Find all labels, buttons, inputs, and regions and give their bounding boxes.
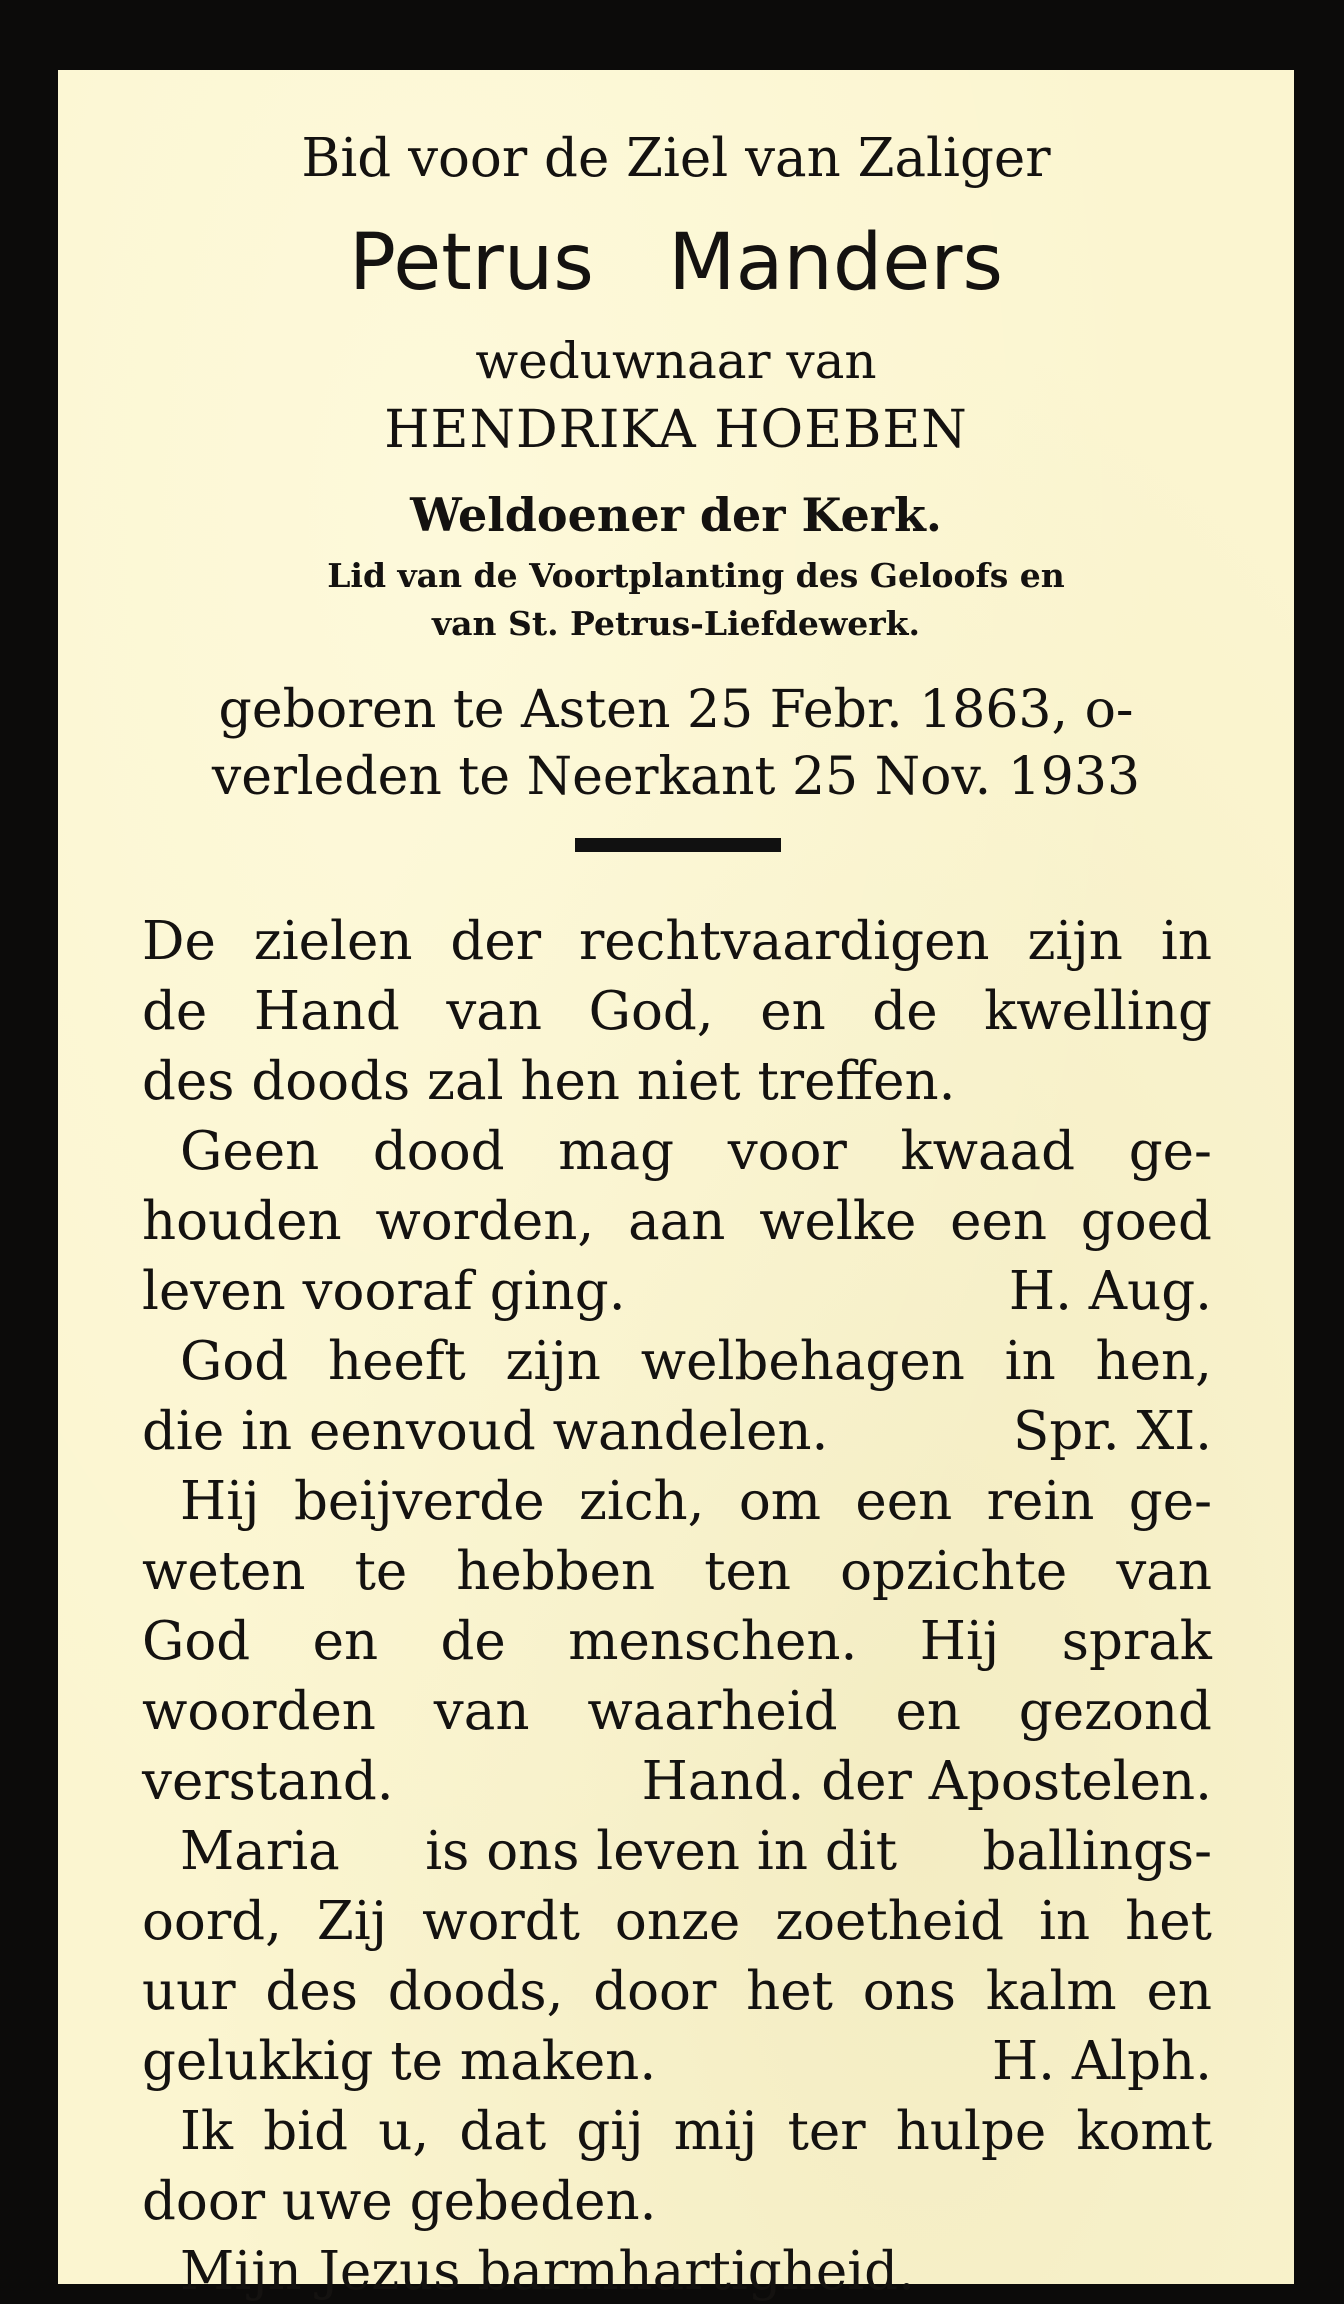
body-word: komt — [1076, 2101, 1212, 2162]
body-word: aan — [628, 1191, 726, 1252]
spouse-name: HENDRIKA HOEBEN — [384, 400, 968, 460]
body-word: in — [1039, 1891, 1091, 1952]
body-word: Hand. der Apostelen. — [641, 1751, 1212, 1812]
body-word: en — [1146, 1961, 1212, 2022]
body-word: oord, — [142, 1891, 282, 1952]
body-word: zielen — [253, 911, 413, 972]
body-word: van — [446, 981, 543, 1042]
body-word: zoetheid — [775, 1891, 1005, 1952]
body-line — [142, 1750, 1212, 1814]
death-line: verleden te Neerkant 25 Nov. 1933 — [211, 747, 1141, 807]
body-word: hebben — [456, 1541, 656, 1602]
body-word: H. Alph. — [991, 2031, 1212, 2092]
body-word: mag — [558, 1121, 675, 1182]
body-word: Hand — [253, 981, 400, 1042]
body-word: een — [950, 1191, 1048, 1252]
body-line: Mijn Jezus barmhartigheid. — [180, 2241, 915, 2302]
body-word: onze — [614, 1891, 741, 1952]
body-word: verstand. — [142, 1751, 394, 1812]
body-word: Geen — [180, 1121, 320, 1182]
body-word: hulpe — [895, 2101, 1047, 2162]
body-line — [180, 1120, 1212, 1184]
body-word: is ons leven in dit — [425, 1821, 898, 1882]
body-word: Maria — [180, 1821, 340, 1882]
body-word: kwaad — [900, 1121, 1076, 1182]
body-word: houden — [142, 1191, 342, 1252]
body-word: rein — [986, 1471, 1095, 1532]
widower-of-text: weduwnaar van — [475, 332, 877, 390]
body-word: een — [855, 1471, 953, 1532]
body-word: beijverde — [293, 1471, 545, 1532]
body-word: des — [265, 1961, 358, 2022]
body-word: ons — [862, 1961, 956, 2022]
body-line — [142, 2030, 1212, 2094]
body-word: God, — [588, 981, 714, 1042]
body-line — [142, 1610, 1212, 1674]
body-word: om — [738, 1471, 822, 1532]
body-word: H. Aug. — [1008, 1261, 1212, 1322]
body-line — [142, 1540, 1212, 1604]
body-line — [142, 910, 1212, 974]
benefactor-title: Weldoener der Kerk. — [410, 488, 942, 542]
body-word: u, — [378, 2101, 430, 2162]
body-word: ge- — [1128, 1471, 1212, 1532]
body-word: te — [354, 1541, 408, 1602]
body-word: ten — [704, 1541, 792, 1602]
body-line — [180, 1470, 1212, 1534]
body-word: heeft — [327, 1331, 466, 1392]
body-word: mij — [673, 2101, 758, 2162]
body-word: God — [142, 1611, 251, 1672]
body-word: hen, — [1095, 1331, 1212, 1392]
body-word: door — [593, 1961, 717, 2022]
body-line — [142, 1260, 1212, 1324]
body-word: in — [1160, 911, 1212, 972]
body-word: leven vooraf ging. — [142, 1261, 626, 1322]
birth-line: geboren te Asten 25 Febr. 1863, o- — [218, 680, 1134, 740]
body-word: gelukkig te maken. — [142, 2031, 657, 2092]
body-word: gezond — [1018, 1681, 1212, 1742]
divider-rule — [575, 838, 781, 852]
body-word: dat — [459, 2101, 547, 2162]
membership-line-1: Lid van de Voortplanting des Geloofs en — [327, 556, 1065, 595]
body-word: God — [180, 1331, 289, 1392]
body-word: waarheid — [587, 1681, 838, 1742]
body-word: van — [1116, 1541, 1212, 1602]
body-word: Hij — [180, 1471, 260, 1532]
body-word: gij — [576, 2101, 644, 2162]
body-word: zijn — [505, 1331, 601, 1392]
body-line — [142, 1400, 1212, 1464]
body-word: de — [440, 1611, 506, 1672]
body-word: uur — [142, 1961, 236, 2022]
body-word: en — [760, 981, 826, 1042]
body-word: ballings- — [982, 1821, 1212, 1882]
body-line — [142, 1190, 1212, 1254]
body-line — [142, 980, 1212, 1044]
body-line: door uwe gebeden. — [142, 2171, 657, 2232]
body-line — [142, 1890, 1212, 1954]
body-word: welbehagen — [640, 1331, 965, 1392]
body-line — [142, 1960, 1212, 2024]
body-word: rechtvaardigen — [578, 911, 990, 972]
body-word: het — [1125, 1891, 1212, 1952]
body-line — [180, 2100, 1212, 2164]
body-word: kwelling — [984, 981, 1212, 1042]
memorial-card — [58, 70, 1294, 2302]
body-word: wordt — [422, 1891, 580, 1952]
body-word: kalm — [985, 1961, 1117, 2022]
body-word: woorden — [142, 1681, 376, 1742]
body-word: sprak — [1061, 1611, 1212, 1672]
body-word: welke — [759, 1191, 917, 1252]
body-word: Spr. XI. — [1013, 1401, 1212, 1462]
body-word: de — [872, 981, 938, 1042]
body-line — [180, 1330, 1212, 1394]
body-word: ge- — [1128, 1121, 1212, 1182]
body-word: menschen. — [568, 1611, 858, 1672]
body-word: weten — [142, 1541, 306, 1602]
body-line: des doods zal hen niet treffen. — [142, 1051, 956, 1112]
body-word: Zij — [316, 1891, 388, 1952]
body-word: ter — [787, 2101, 866, 2162]
body-word: Hij — [919, 1611, 1000, 1672]
body-word: De — [142, 911, 216, 972]
body-word: in — [1004, 1331, 1056, 1392]
body-line — [142, 1680, 1212, 1744]
body-word: doods, — [387, 1961, 564, 2022]
deceased-name: Petrus Manders — [348, 218, 1004, 308]
body-word: van — [433, 1681, 530, 1742]
body-word: die in eenvoud wandelen. — [142, 1401, 829, 1462]
body-word: worden, — [375, 1191, 595, 1252]
body-line — [180, 1820, 1212, 1884]
prayer-heading: Bid voor de Ziel van Zaliger — [301, 128, 1051, 189]
body-word: dood — [372, 1121, 505, 1182]
body-word: voor — [727, 1121, 847, 1182]
body-word: zijn — [1027, 911, 1123, 972]
body-word: opzichte — [840, 1541, 1068, 1602]
body-word: en — [312, 1611, 379, 1672]
body-word: zich, — [578, 1471, 705, 1532]
body-word: het — [746, 1961, 833, 2022]
body-word: der — [450, 911, 542, 972]
body-word: bid — [263, 2101, 349, 2162]
body-word: goed — [1080, 1191, 1212, 1252]
body-word: de — [142, 981, 208, 1042]
body-word: Ik — [180, 2101, 234, 2162]
membership-line-2: van St. Petrus-Liefdewerk. — [431, 604, 921, 643]
body-word: en — [895, 1681, 961, 1742]
